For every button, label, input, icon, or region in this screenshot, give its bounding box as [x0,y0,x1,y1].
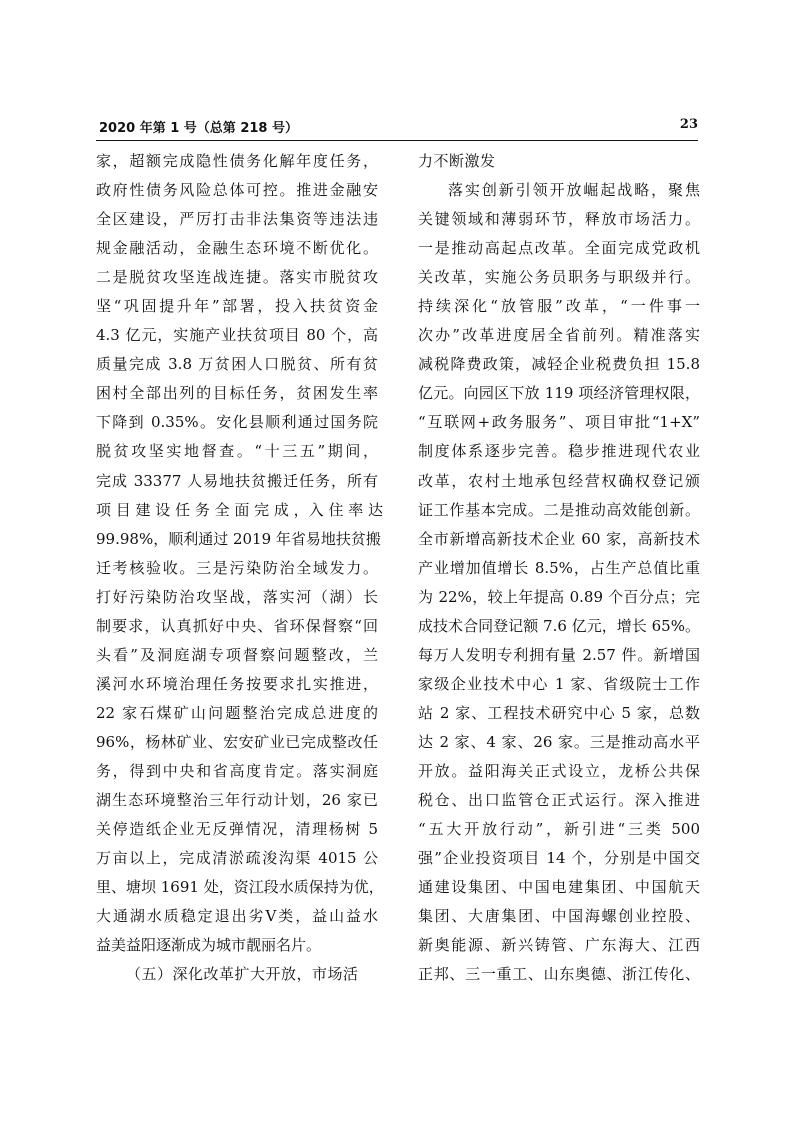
text-line: 打好污染防治攻坚战，落实河（湖）长 [96,587,378,606]
text-line: “互联网+政务服务”、项目审批“1+X” [418,413,700,432]
right-column [418,147,700,989]
text-line: 溪河水环境治理任务按要求扎实推进， [96,674,378,693]
text-line: 新奥能源、新兴铸管、广东海大、江西 [418,936,700,955]
text-line: 每万人发明专利拥有量 2.57 件。新增国 [418,645,700,664]
text-line: 22 家石煤矿山问题整治完成总进度的 [96,703,378,722]
text-line: 关键领域和薄弱环节，释放市场活力。 [418,210,700,229]
text-line: 亿元。向园区下放 119 项经济管理权限， [418,384,700,403]
text-line: 改革，农村土地承包经营权确权登记颁 [418,471,700,490]
text-line: 家，超额完成隐性债务化解年度任务， [96,152,378,170]
text-line: 里、塘坝 1691 处，资江段水质保持为优， [96,878,384,897]
text-line: 落实创新引领开放崛起战略，聚焦 [448,181,700,200]
text-line: 减税降费政策，减轻企业税费负担 15.8 [418,355,700,374]
text-line: 全市新增高新技术企业 60 家，高新技术 [418,529,700,548]
text-line: 制要求，认真抓好中央、省环保督察“回 [96,616,378,635]
text-line: 脱贫攻坚实地督查。“十三五”期间， [96,442,378,461]
left-column [96,147,384,989]
section-heading: （五）深化改革扩大开放，市场活 [126,965,359,984]
text-line: 成技术合同登记额 7.6 亿元，增长 65%。 [418,616,700,635]
text-line: 次办”改革进度居全省前列。精准落实 [418,326,700,345]
text-line: 税仓、出口监管仓正式运行。深入推进 [418,791,700,810]
text-line: 开放。益阳海关正式设立，龙桥公共保 [418,761,700,780]
text-line: 下降到 0.35%。安化县顺利通过国务院 [96,413,378,432]
text-line: 迁考核验收。三是污染防治全域发力。 [96,558,378,577]
issue-label: 2020 年第 1 号（总第 218 号） [99,121,298,136]
text-line: 站 2 家、工程技术研究中心 5 家，总数 [418,703,700,722]
text-line: 强”企业投资项目 14 个，分别是中国交 [418,849,700,868]
page-number: 23 [679,117,698,132]
text-line: 产业增加值增长 8.5%，占生产总值比重 [418,558,700,577]
text-line: 正邦、三一重工、山东奥德、浙江传化、 [418,965,700,984]
text-line: 政府性债务风险总体可控。推进金融安 [96,181,378,200]
text-line: 99.98%，顺利通过 2019 年省易地扶贫搬 [96,529,381,548]
text-line: 规金融活动，金融生态环境不断优化。 [96,239,378,258]
text-line: 关改革，实施公务员职务与职级并行。 [418,268,700,287]
text-line: 制度体系逐步完善。稳步推进现代农业 [418,442,700,461]
text-line: 完成 33377 人易地扶贫搬迁任务，所有 [96,471,378,490]
text-line: 坚“巩固提升年”部署，投入扶贫资金 [96,297,378,316]
text-line: 大通湖水质稳定退出劣Ⅴ类，益山益水 [96,907,378,926]
text-line: 家级企业技术中心 1 家、省级院士工作 [418,674,700,693]
text-line: 务，得到中央和省高度肯定。落实洞庭 [96,761,378,780]
text-line: 为 22%，较上年提高 0.89 个百分点；完 [418,587,700,606]
text-line: 湖生态环境整治三年行动计划，26 家已 [96,791,378,810]
text-line: 质量完成 3.8 万贫困人口脱贫、所有贫 [96,355,378,374]
text-line: 达 2 家、4 家、26 家。三是推动高水平 [418,732,700,751]
text-line: 证工作基本完成。二是推动高效能创新。 [418,500,700,519]
text-line: 二是脱贫攻坚连战连捷。落实市脱贫攻 [96,268,378,287]
text-line: 通建设集团、中国电建集团、中国航天 [418,878,700,897]
text-line: 困村全部出列的目标任务，贫困发生率 [96,384,378,403]
page-header [96,116,698,141]
text-line: 集团、大唐集团、中国海螺创业控股、 [418,907,700,926]
text-line: 项 目 建 设 任 务 全 面 完 成 ，入 住 率 达 [96,500,383,519]
text-line: 全区建设，严厉打击非法集资等违法违 [96,210,378,229]
section-heading-continued: 力不断激发 [418,152,496,170]
text-line: 益美益阳逐渐成为城市靓丽名片。 [96,936,322,955]
text-line: 一是推动高起点改革。全面完成党政机 [418,239,700,258]
text-line: 持续深化“放管服”改革，“一件事一 [418,297,700,316]
text-line: 头看”及洞庭湖专项督察问题整改，兰 [96,645,378,664]
text-line: “五大开放行动”，新引进“三类 500 [418,820,700,839]
text-line: 4.3 亿元，实施产业扶贫项目 80 个，高 [96,326,378,345]
text-line: 96%，杨林矿业、宏安矿业已完成整改任 [96,732,378,751]
text-line: 关停造纸企业无反弹情况，清理杨树 5 [96,820,378,839]
text-line: 万亩以上，完成清淤疏浚沟渠 4015 公 [96,849,378,868]
